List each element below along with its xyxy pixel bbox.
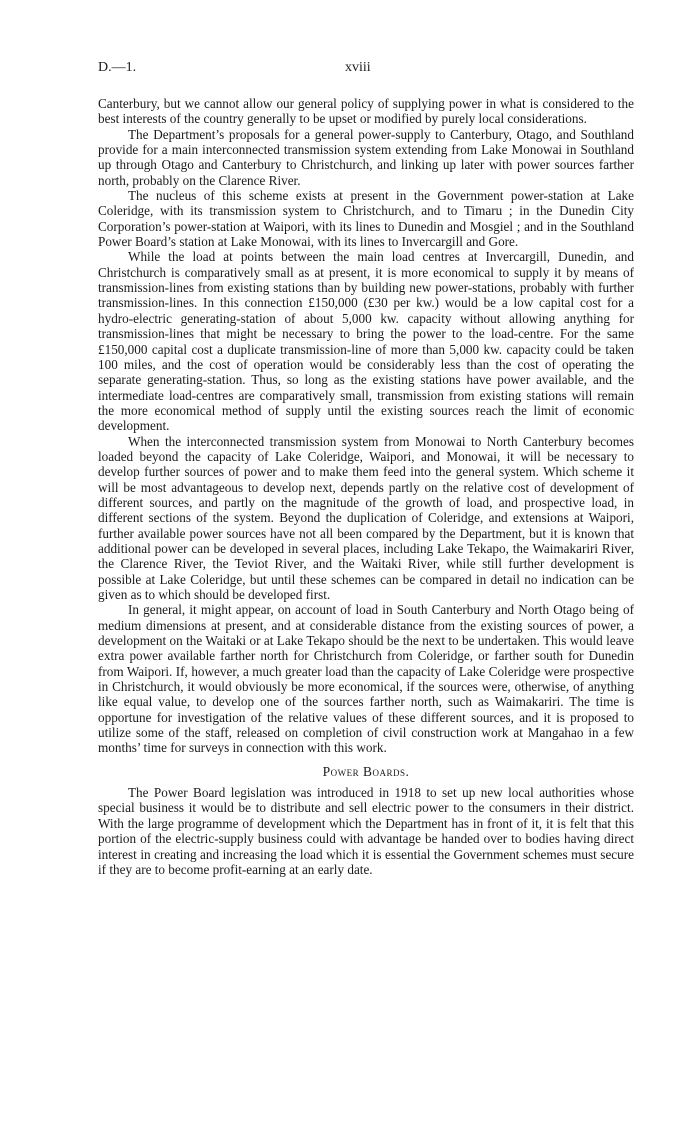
paragraph-load-economics: While the load at points between the main load centres at Invercargill, Dunedin, and Christchurch is comparatively small as at present, it is more economical to supply it by means of transmission-lines from existing stations than by building new power-stations, probably with further transmission-lines. In this connection £150,000 (£30 per kw.) would be a low capital cost for a hydro-electric generating-station of about 5,000 kw. capacity without allowing anything for transmission-lines that might be necessary to bring the power to the load-centre. For the same £150,000 capital cost a duplicate transmission-line of more than 5,000 kw. capacity could be taken 100 miles, and the cost of operation would be considerably less than the cost of operating the separate generating-station. Thus, so long as the existing stations have power available, and the intermediate load-centres are comparatively small, transmission from existing stations will remain the more economical method of supply until the existing sources reach the limit of economic development.	[98, 249, 634, 434]
document-reference: D.—1.	[98, 60, 137, 75]
paragraph-proposals: The Department’s proposals for a general power-supply to Canterbury, Otago, and Southland provide for a main interconnected transmission system extending from Lake Monowai in Southland up through Otago and Canterbury to Christchurch, and linking up later with power sources farther north, probably on the Clarence River.	[98, 126, 634, 188]
body-text	[98, 96, 634, 877]
page-number: xviii	[345, 60, 371, 75]
paragraph-nucleus: The nucleus of this scheme exists at present in the Government power-station at Lake Coleridge, with its transmission system to Christchurch, and to Timaru ; in the Dunedin City Corporation’s power-station at Waipori, with its lines to Dunedin and Mosgiel ; and in the Southland Power Board’s station at Lake Monowai, with its lines to Invercargill and Gore.	[98, 188, 634, 250]
page-header	[98, 60, 634, 80]
paragraph-in-general: In general, it might appear, on account of load in South Canterbury and North Otago being of medium dimensions at present, and at considerable distance from the existing sources of power, a development on the Waitaki or at Lake Tekapo should be the next to be undertaken. This would leave extra power available farther north for Christchurch from Coleridge, or farther south for Dunedin from Waipori. If, however, a much greater load than the capacity of Lake Coleridge were prospective in Christchurch, it would obviously be more economical, if the sources were, otherwise, of anything like equal value, to develop one of the sources farther north, such as Waimakariri. The time is opportune for investigation of the relative values of these different sources, and it is proposed to utilize some of the staff, released on completion of civil construction work at Mangahao in a few months’ time for surveys in connection with this work.	[98, 602, 634, 756]
paragraph-power-boards: The Power Board legislation was introduced in 1918 to set up new local authorities whose special business it would be to distribute and sell electric power to the consumers in their district. With the large programme of development which the Department has in front of it, it is felt that this portion of the electric-supply business could with advantage be handed over to bodies having direct interest in creating and increasing the load which it is essential the Government schemes must secure if they are to become profit-earning at an early date.	[98, 785, 634, 877]
paragraph-continuation: Canterbury, but we cannot allow our general policy of supplying power in what is considered to the best interests of the country generally to be upset or modified by purely local considerations.	[98, 96, 634, 127]
paragraph-further-sources: When the interconnected transmission system from Monowai to North Canterbury becomes loaded beyond the capacity of Lake Coleridge, Waipori, and Monowai, it will be necessary to develop further sources of power and to make them feed into the general system. Which scheme it will be most advantageous to develop next, depends partly on the relative cost of development of different sources, and partly on the magnitude of the growth of load, and prospective load, in different sections of the system. Beyond the duplication of Coleridge, and extensions at Waipori, further available power sources have not all been compared by the Department, but it is known that additional power can be developed in several places, including Lake Tekapo, the Waimakariri River, the Clarence River, the Teviot River, and the Waitaki River, while still further development is possible at Lake Coleridge, but until these schemes can be compared in detail no indication can be given as to which should be developed first.	[98, 433, 634, 602]
section-heading-power-boards: Power Boards.	[322, 763, 410, 779]
